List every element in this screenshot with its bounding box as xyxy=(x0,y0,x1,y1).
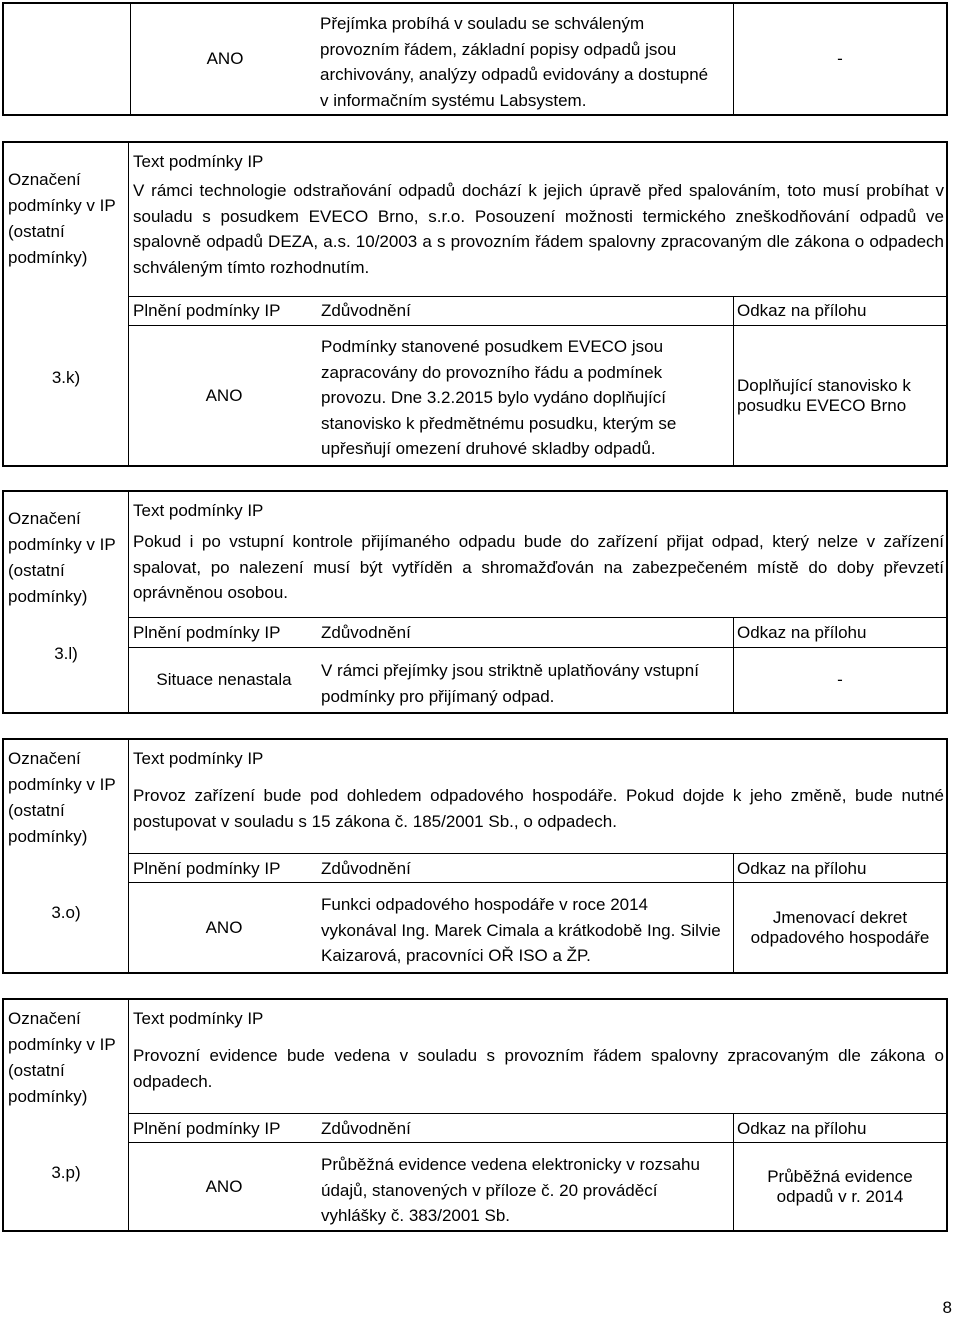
condition-id: 3.l) xyxy=(54,644,78,663)
text-header: Text podmínky IP xyxy=(133,749,264,768)
table-block-3l xyxy=(2,490,948,714)
plneni-header: Plnění podmínky IP xyxy=(133,301,281,320)
plneni-value: ANO xyxy=(205,1176,243,1196)
condition-text: V rámci technologie odstraňování odpadů dochází k jejich úpravě před spalováním, toto musí probíhat v souladu s posudkem EVECO Brno, s.r.o. Posouzení možnosti termického zneškodňování odpadů ve spalovně odpadů DEZA, a.s. 10/2003 a s provozním řádem spalovny zpracovaným dle zákona o odpadech schváleným tímto rozhodnutím. xyxy=(133,181,944,277)
odkaz-value xyxy=(737,326,942,465)
odkaz-text: Jmenovací dekret odpadového hospodáře xyxy=(750,907,930,947)
odkaz-value: - xyxy=(837,670,843,689)
zduvodneni-header: Zdůvodnění xyxy=(321,859,411,878)
plneni-header: Plnění podmínky IP xyxy=(133,1119,281,1138)
text-header: Text podmínky IP xyxy=(133,501,264,520)
condition-id: 3.p) xyxy=(51,1163,81,1182)
zduvodneni-value: Průběžná evidence vedena elektronicky v rozsahu údajů, stanovených v příloze č. 20 prováděcí vyhlášky č. 383/2001 Sb. xyxy=(321,1155,700,1225)
zduvodneni-value: Přejímka probíhá v souladu se schváleným provozním řádem, základní popisy odpadů jsou archivovány, analýzy odpadů evidovány a dostupné v informačním systému Labsystem. xyxy=(320,14,709,110)
odkaz-header: Odkaz na přílohu xyxy=(737,859,867,878)
table-block-3k xyxy=(2,141,948,467)
zduvodneni-value: Podmínky stanovené posudkem EVECO jsou zapracovány do provozního řádu a podmínek provozu. Dne 3.2.2015 bylo vydáno doplňující stanovisko k předmětnému posudku, kterým se upřesňují omezení druhové skladby odpadů. xyxy=(321,337,677,458)
odkaz-value xyxy=(734,1143,946,1230)
condition-text: Provozní evidence bude vedena v souladu s provozním řádem spalovny zpracovaným dle zákona o odpadech. xyxy=(133,1046,944,1091)
plneni-header: Plnění podmínky IP xyxy=(133,623,281,642)
odkaz-value: - xyxy=(837,49,843,68)
odkaz-header: Odkaz na přílohu xyxy=(737,301,867,320)
zduvodneni-header: Zdůvodnění xyxy=(321,623,411,642)
zduvodneni-value: V rámci přejímky jsou striktně uplatňovány vstupní podmínky pro přijímaný odpad. xyxy=(321,661,699,706)
condition-id: 3.k) xyxy=(51,368,81,387)
plneni-value: ANO xyxy=(206,49,244,68)
table-block-3o xyxy=(2,738,948,974)
odkaz-text: Průběžná evidence odpadů v r. 2014 xyxy=(767,1166,913,1206)
plneni-value: ANO xyxy=(205,385,243,405)
condition-text: Pokud i po vstupní kontrole přijímaného odpadu bude do zařízení přijat odpad, který nelze v zařízení spalovat, po nalezení musí být vytříděn a shromažďován na zabezpečeném místě do doby převzetí oprávněnou osobou. xyxy=(133,532,944,602)
plneni-value: ANO xyxy=(205,917,243,937)
odkaz-header: Odkaz na přílohu xyxy=(737,623,867,642)
zduvodneni-header: Zdůvodnění xyxy=(321,301,411,320)
oznaceni-label: Označení podmínky v IP (ostatní podmínky) xyxy=(8,509,116,606)
page-number: 8 xyxy=(942,1298,952,1317)
oznaceni-label: Označení podmínky v IP (ostatní podmínky) xyxy=(8,749,116,846)
text-header: Text podmínky IP xyxy=(133,1009,264,1028)
plneni-header: Plnění podmínky IP xyxy=(133,859,281,878)
odkaz-value xyxy=(734,883,946,972)
condition-id: 3.o) xyxy=(51,903,81,922)
plneni-value: Situace nenastala xyxy=(156,670,292,689)
table-block-3p xyxy=(2,998,948,1232)
text-header: Text podmínky IP xyxy=(133,152,264,171)
odkaz-header: Odkaz na přílohu xyxy=(737,1119,867,1138)
oznaceni-label: Označení podmínky v IP (ostatní podmínky) xyxy=(8,170,116,267)
condition-text: Provoz zařízení bude pod dohledem odpadového hospodáře. Pokud dojde k jeho změně, bude nutné postupovat v souladu s 15 zákona č. 185/2001 Sb., o odpadech. xyxy=(133,786,944,831)
zduvodneni-value: Funkci odpadového hospodáře v roce 2014 vykonával Ing. Marek Cimala a krátkodobě Ing. Silvie Kaizarová, pracovníci OŘ ISO a ŽP. xyxy=(321,895,721,965)
odkaz-text: Doplňující stanovisko k posudku EVECO Brno xyxy=(737,375,911,415)
table-block-0 xyxy=(2,2,948,116)
zduvodneni-header: Zdůvodnění xyxy=(321,1119,411,1138)
oznaceni-label: Označení podmínky v IP (ostatní podmínky) xyxy=(8,1009,116,1106)
